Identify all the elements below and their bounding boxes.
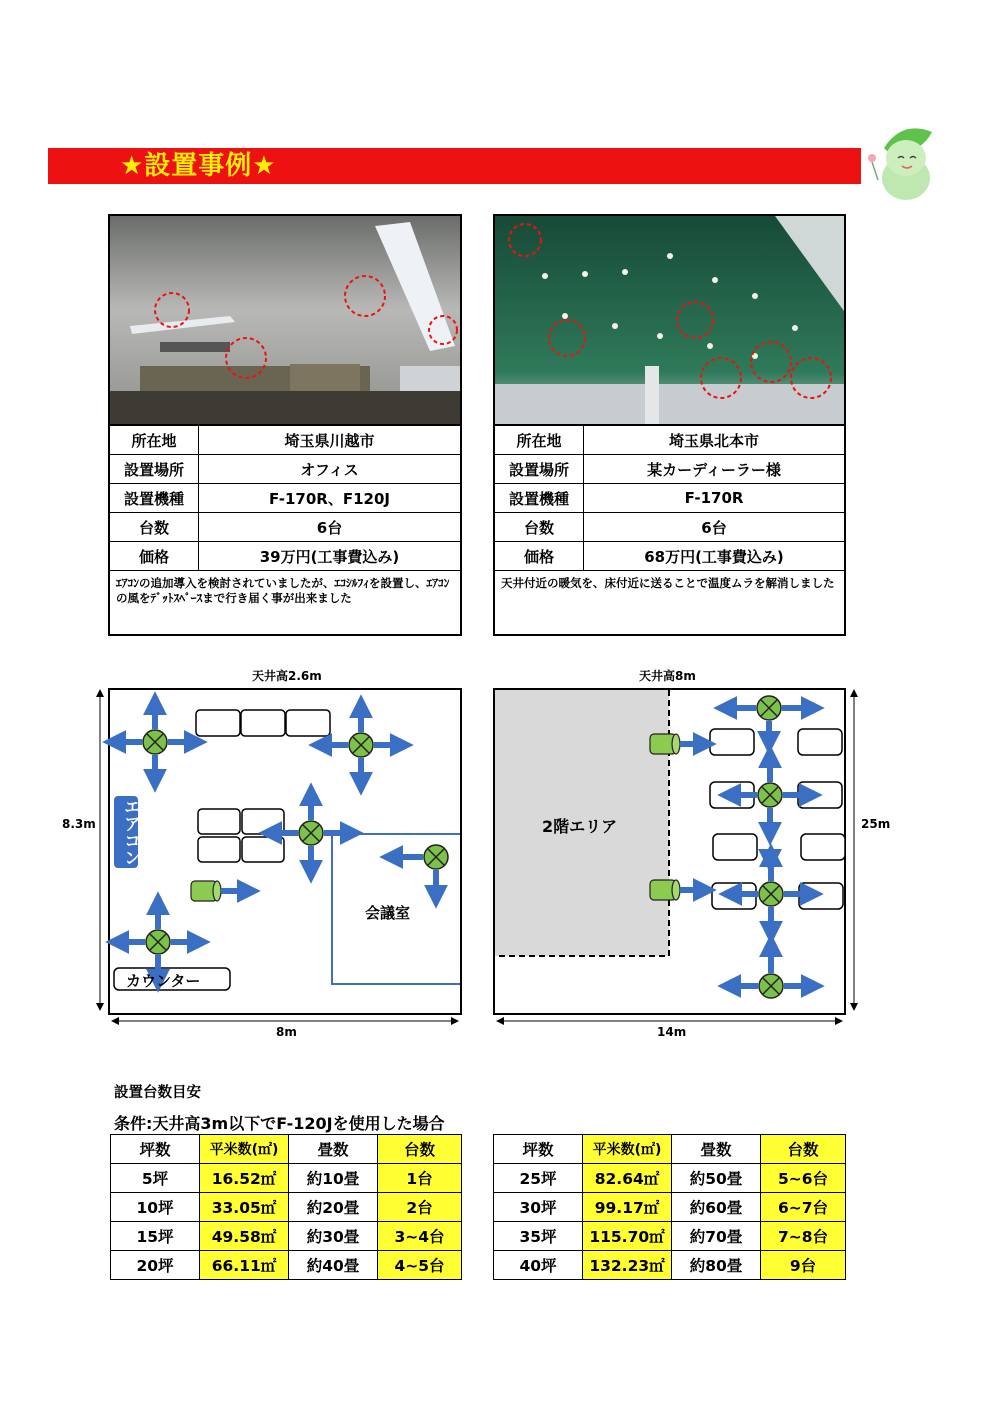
- cell: 約80畳: [672, 1251, 761, 1280]
- plan1-width-label: 8m: [276, 1025, 297, 1039]
- label-price: 価格: [494, 542, 584, 571]
- estimate-title: 設置台数目安: [114, 1085, 201, 1101]
- table-row: [494, 1251, 846, 1280]
- label-model: 設置機種: [494, 484, 584, 513]
- mezzanine-label: 2階エリア: [542, 817, 618, 836]
- plan2-width-label: 14m: [657, 1025, 687, 1039]
- value-model: F-170R、F120J: [199, 484, 462, 513]
- table-row: [494, 1222, 846, 1251]
- cell: 5~6台: [761, 1164, 846, 1193]
- label-price: 価格: [109, 542, 199, 571]
- cell: 3~4台: [378, 1222, 462, 1251]
- ceiling-fan-bottom: [728, 944, 814, 998]
- value-location: 埼玉県北本市: [584, 425, 846, 455]
- col-tsubo: 坪数: [111, 1135, 200, 1164]
- cell: 約20畳: [289, 1193, 378, 1222]
- label-location: 所在地: [494, 425, 584, 455]
- cell: 49.58㎡: [200, 1222, 289, 1251]
- cell: 9台: [761, 1251, 846, 1280]
- cell: 66.11㎡: [200, 1251, 289, 1280]
- cell: 約70畳: [672, 1222, 761, 1251]
- desk-group-top: [196, 710, 330, 736]
- cell: 1台: [378, 1164, 462, 1193]
- value-place: 某カーディーラー様: [584, 455, 846, 484]
- table-row: [111, 1193, 462, 1222]
- page-title: ★設置事例★: [120, 151, 277, 181]
- aircon-label: エアコン: [120, 798, 140, 866]
- circulator-fan-meeting-room: [390, 845, 448, 898]
- estimate-table-right: [493, 1134, 846, 1280]
- floor-circulator: [191, 881, 250, 901]
- cell: 4~5台: [378, 1251, 462, 1280]
- cell: 115.70㎡: [583, 1222, 672, 1251]
- label-location: 所在地: [109, 425, 199, 455]
- table-row: [111, 1251, 462, 1280]
- plan2-ceiling-label: 天井高8m: [639, 669, 696, 683]
- table-row: [494, 1164, 846, 1193]
- value-count: 6台: [199, 513, 462, 542]
- cell: 7~8台: [761, 1222, 846, 1251]
- cell: 2台: [378, 1193, 462, 1222]
- cell: 約60畳: [672, 1193, 761, 1222]
- ceiling-fan: [729, 854, 813, 934]
- value-price: 39万円(工事費込み): [199, 542, 462, 571]
- cell: 30坪: [494, 1193, 583, 1222]
- table-header-row: [111, 1135, 462, 1164]
- cell: 25坪: [494, 1164, 583, 1193]
- cell: 82.64㎡: [583, 1164, 672, 1193]
- case1-note: ｴｱｺﾝの追加導入を検討されていましたが、ｴｺｼﾙﾌｨを設置し、ｴｱｺﾝの風をﾃﾞｯﾄｽﾍﾟｰｽまで行き届く事が出来ました: [109, 571, 461, 636]
- cell: 15坪: [111, 1222, 200, 1251]
- col-jo: 畳数: [672, 1135, 761, 1164]
- value-count: 6台: [584, 513, 846, 542]
- label-model: 設置機種: [109, 484, 199, 513]
- table-row: [494, 1193, 846, 1222]
- floor-circulator: [650, 734, 706, 754]
- case2-note: 天井付近の暖気を、床付近に送ることで温度ムラを解消しました: [494, 571, 845, 636]
- value-model: F-170R: [584, 484, 846, 513]
- cell: 132.23㎡: [583, 1251, 672, 1280]
- estimate-condition: 条件:天井高3m以下でF-120Jを使用した場合: [114, 1114, 445, 1133]
- cell: 33.05㎡: [200, 1193, 289, 1222]
- cell: 40坪: [494, 1251, 583, 1280]
- cell: 99.17㎡: [583, 1193, 672, 1222]
- col-units: 台数: [378, 1135, 462, 1164]
- label-count: 台数: [494, 513, 584, 542]
- cell: 20坪: [111, 1251, 200, 1280]
- meeting-room-label: 会議室: [365, 904, 411, 922]
- cell: 約10畳: [289, 1164, 378, 1193]
- col-units: 台数: [761, 1135, 846, 1164]
- cell: 5坪: [111, 1164, 200, 1193]
- counter-label: カウンター: [126, 972, 201, 990]
- col-sqm: 平米数(㎡): [200, 1135, 289, 1164]
- col-tsubo: 坪数: [494, 1135, 583, 1164]
- cell: 約50畳: [672, 1164, 761, 1193]
- cell: 35坪: [494, 1222, 583, 1251]
- car-spaces: [710, 729, 845, 909]
- plan1-height-label: 8.3m: [62, 817, 96, 831]
- value-place: オフィス: [199, 455, 462, 484]
- cell: 16.52㎡: [200, 1164, 289, 1193]
- value-price: 68万円(工事費込み): [584, 542, 846, 571]
- col-jo: 畳数: [289, 1135, 378, 1164]
- circulator-fan: [113, 702, 197, 782]
- estimate-table-left: [110, 1134, 462, 1280]
- table-row: [111, 1222, 462, 1251]
- label-count: 台数: [109, 513, 199, 542]
- cell: 約40畳: [289, 1251, 378, 1280]
- label-place: 設置場所: [109, 455, 199, 484]
- value-location: 埼玉県川越市: [199, 425, 462, 455]
- cell: 約30畳: [289, 1222, 378, 1251]
- plan1-ceiling-label: 天井高2.6m: [252, 669, 322, 683]
- table-header-row: [494, 1135, 846, 1164]
- cell: 6~7台: [761, 1193, 846, 1222]
- table-row: [111, 1164, 462, 1193]
- circulator-fan: [319, 705, 403, 785]
- col-sqm: 平米数(㎡): [583, 1135, 672, 1164]
- floor-circulator: [650, 880, 706, 900]
- cell: 10坪: [111, 1193, 200, 1222]
- plan2-height-label: 25m: [861, 817, 891, 831]
- label-place: 設置場所: [494, 455, 584, 484]
